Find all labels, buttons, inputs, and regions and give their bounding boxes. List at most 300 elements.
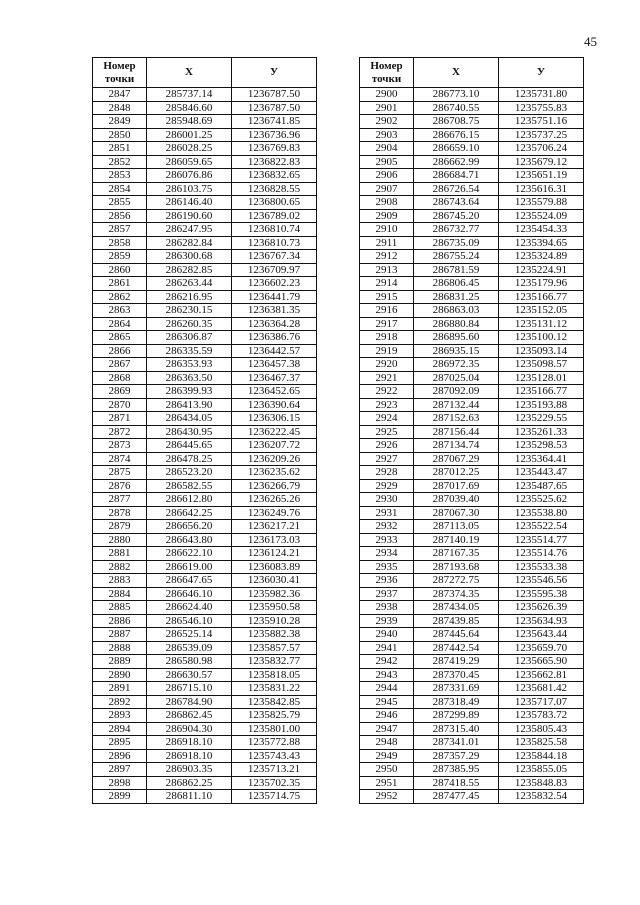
- cell-x: 286478.25: [147, 452, 232, 466]
- cell-y: 1236364.28: [232, 317, 317, 331]
- table-row: [360, 479, 584, 493]
- cell-y: 1235522.54: [499, 520, 584, 534]
- table-row: [360, 209, 584, 223]
- table-row: [360, 439, 584, 453]
- header-x: X: [147, 58, 232, 88]
- cell-x: 286831.25: [414, 290, 499, 304]
- table-row: [93, 101, 317, 115]
- cell-y: 1236467.37: [232, 371, 317, 385]
- cell-point-number: 2879: [93, 520, 147, 534]
- cell-x: 287167.35: [414, 547, 499, 561]
- cell-point-number: 2947: [360, 722, 414, 736]
- cell-x: 286076.86: [147, 169, 232, 183]
- cell-x: 285737.14: [147, 88, 232, 102]
- cell-y: 1235665.90: [499, 655, 584, 669]
- table-header-row: [360, 58, 584, 88]
- cell-x: 286413.90: [147, 398, 232, 412]
- cell-x: 286784.90: [147, 695, 232, 709]
- cell-x: 286642.25: [147, 506, 232, 520]
- cell-y: 1235098.57: [499, 358, 584, 372]
- header-x: X: [414, 58, 499, 88]
- table-row: [93, 209, 317, 223]
- table-row: [93, 290, 317, 304]
- cell-x: 286028.25: [147, 142, 232, 156]
- header-y: У: [499, 58, 584, 88]
- cell-x: 287477.45: [414, 790, 499, 804]
- cell-y: 1236249.76: [232, 506, 317, 520]
- cell-x: 287156.44: [414, 425, 499, 439]
- cell-x: 286282.85: [147, 263, 232, 277]
- cell-point-number: 2944: [360, 682, 414, 696]
- cell-x: 286582.55: [147, 479, 232, 493]
- table-row: [360, 587, 584, 601]
- cell-point-number: 2939: [360, 614, 414, 628]
- cell-y: 1235706.24: [499, 142, 584, 156]
- cell-x: 287445.64: [414, 628, 499, 642]
- cell-x: 286230.15: [147, 304, 232, 318]
- cell-x: 287067.30: [414, 506, 499, 520]
- cell-y: 1235751.16: [499, 115, 584, 129]
- cell-point-number: 2927: [360, 452, 414, 466]
- table-row: [93, 169, 317, 183]
- table-row: [93, 587, 317, 601]
- header-point-number-line2: точки: [104, 72, 135, 85]
- table-row: [360, 371, 584, 385]
- cell-y: 1235772.88: [232, 736, 317, 750]
- cell-x: 286781.59: [414, 263, 499, 277]
- table-row: [360, 520, 584, 534]
- cell-x: 287039.40: [414, 493, 499, 507]
- cell-x: 286619.00: [147, 560, 232, 574]
- table-row: [93, 196, 317, 210]
- cell-y: 1235524.09: [499, 209, 584, 223]
- table-row: [360, 304, 584, 318]
- cell-point-number: 2868: [93, 371, 147, 385]
- table-row: [360, 182, 584, 196]
- cell-point-number: 2856: [93, 209, 147, 223]
- table-row: [360, 155, 584, 169]
- cell-y: 1236381.35: [232, 304, 317, 318]
- table-row: [93, 493, 317, 507]
- table-row: [360, 763, 584, 777]
- cell-y: 1235679.12: [499, 155, 584, 169]
- cell-x: 286862.45: [147, 709, 232, 723]
- cell-y: 1236452.65: [232, 385, 317, 399]
- cell-x: 287012.25: [414, 466, 499, 480]
- cell-y: 1236266.79: [232, 479, 317, 493]
- cell-point-number: 2899: [93, 790, 147, 804]
- cell-y: 1235755.83: [499, 101, 584, 115]
- cell-point-number: 2905: [360, 155, 414, 169]
- table-row: [93, 601, 317, 615]
- header-point-number-line2: точки: [371, 72, 402, 85]
- cell-point-number: 2914: [360, 277, 414, 291]
- cell-point-number: 2881: [93, 547, 147, 561]
- cell-x: 286622.10: [147, 547, 232, 561]
- table-row: [93, 628, 317, 642]
- cell-x: 286216.95: [147, 290, 232, 304]
- cell-x: 287331.69: [414, 682, 499, 696]
- cell-x: 286676.15: [414, 128, 499, 142]
- table-row: [360, 290, 584, 304]
- table-row: [360, 547, 584, 561]
- table-row: [93, 668, 317, 682]
- table-row: [360, 614, 584, 628]
- cell-point-number: 2854: [93, 182, 147, 196]
- cell-x: 286773.10: [414, 88, 499, 102]
- table-row: [360, 331, 584, 345]
- cell-x: 286935.15: [414, 344, 499, 358]
- table-row: [93, 317, 317, 331]
- table-row: [93, 520, 317, 534]
- table-row: [93, 371, 317, 385]
- cell-x: 286918.10: [147, 736, 232, 750]
- table-row: [93, 574, 317, 588]
- cell-x: 287374.35: [414, 587, 499, 601]
- header-point-number: [360, 58, 414, 88]
- cell-x: 287434.05: [414, 601, 499, 615]
- cell-point-number: 2891: [93, 682, 147, 696]
- cell-point-number: 2861: [93, 277, 147, 291]
- table-row: [360, 169, 584, 183]
- cell-y: 1236217.21: [232, 520, 317, 534]
- table-row: [360, 115, 584, 129]
- table-row: [93, 304, 317, 318]
- cell-y: 1236442.57: [232, 344, 317, 358]
- cell-x: 287442.54: [414, 641, 499, 655]
- cell-y: 1236602.23: [232, 277, 317, 291]
- table-header-row: [93, 58, 317, 88]
- cell-x: 286612.80: [147, 493, 232, 507]
- cell-point-number: 2950: [360, 763, 414, 777]
- cell-y: 1235166.77: [499, 290, 584, 304]
- cell-y: 1236173.03: [232, 533, 317, 547]
- cell-point-number: 2867: [93, 358, 147, 372]
- cell-point-number: 2892: [93, 695, 147, 709]
- cell-point-number: 2870: [93, 398, 147, 412]
- cell-y: 1235848.83: [499, 776, 584, 790]
- cell-y: 1235626.39: [499, 601, 584, 615]
- cell-x: 285948.69: [147, 115, 232, 129]
- cell-x: 286643.80: [147, 533, 232, 547]
- cell-y: 1235831.22: [232, 682, 317, 696]
- table-row: [360, 560, 584, 574]
- cell-x: 286335.59: [147, 344, 232, 358]
- cell-y: 1235844.18: [499, 749, 584, 763]
- cell-x: 286740.55: [414, 101, 499, 115]
- cell-y: 1236789.02: [232, 209, 317, 223]
- cell-y: 1236209.26: [232, 452, 317, 466]
- cell-x: 287385.95: [414, 763, 499, 777]
- table-row: [93, 479, 317, 493]
- cell-y: 1236124.21: [232, 547, 317, 561]
- cell-y: 1236709.97: [232, 263, 317, 277]
- cell-y: 1236832.65: [232, 169, 317, 183]
- cell-x: 286103.75: [147, 182, 232, 196]
- cell-point-number: 2929: [360, 479, 414, 493]
- table-row: [93, 115, 317, 129]
- cell-point-number: 2884: [93, 587, 147, 601]
- cell-point-number: 2930: [360, 493, 414, 507]
- table-row: [360, 250, 584, 264]
- cell-x: 286656.20: [147, 520, 232, 534]
- cell-point-number: 2915: [360, 290, 414, 304]
- table-row: [93, 385, 317, 399]
- table-row: [360, 236, 584, 250]
- cell-y: 1235643.44: [499, 628, 584, 642]
- table-row: [360, 722, 584, 736]
- cell-point-number: 2952: [360, 790, 414, 804]
- cell-x: 286743.64: [414, 196, 499, 210]
- cell-point-number: 2949: [360, 749, 414, 763]
- table-row: [360, 641, 584, 655]
- cell-y: 1235546.56: [499, 574, 584, 588]
- cell-x: 286903.35: [147, 763, 232, 777]
- table-row: [93, 776, 317, 790]
- cell-x: 286806.45: [414, 277, 499, 291]
- cell-y: 1235910.28: [232, 614, 317, 628]
- cell-y: 1235525.62: [499, 493, 584, 507]
- cell-y: 1235737.25: [499, 128, 584, 142]
- cell-x: 286862.25: [147, 776, 232, 790]
- table-row: [93, 506, 317, 520]
- table-row: [93, 344, 317, 358]
- cell-point-number: 2894: [93, 722, 147, 736]
- table-row: [360, 574, 584, 588]
- cell-y: 1235394.65: [499, 236, 584, 250]
- cell-y: 1236828.55: [232, 182, 317, 196]
- cell-y: 1235100.12: [499, 331, 584, 345]
- cell-x: 286263.44: [147, 277, 232, 291]
- table-row: [93, 763, 317, 777]
- cell-point-number: 2862: [93, 290, 147, 304]
- cell-y: 1236741.85: [232, 115, 317, 129]
- cell-point-number: 2865: [93, 331, 147, 345]
- coordinates-table-left: [92, 57, 317, 804]
- cell-point-number: 2872: [93, 425, 147, 439]
- cell-y: 1235131.12: [499, 317, 584, 331]
- cell-point-number: 2890: [93, 668, 147, 682]
- cell-point-number: 2887: [93, 628, 147, 642]
- cell-x: 286726.54: [414, 182, 499, 196]
- cell-point-number: 2948: [360, 736, 414, 750]
- cell-point-number: 2877: [93, 493, 147, 507]
- cell-y: 1236030.41: [232, 574, 317, 588]
- table-row: [93, 88, 317, 102]
- cell-point-number: 2910: [360, 223, 414, 237]
- cell-point-number: 2858: [93, 236, 147, 250]
- cell-x: 286306.87: [147, 331, 232, 345]
- cell-point-number: 2869: [93, 385, 147, 399]
- cell-point-number: 2919: [360, 344, 414, 358]
- table-row: [360, 736, 584, 750]
- table-row: [93, 641, 317, 655]
- cell-y: 1236800.65: [232, 196, 317, 210]
- cell-y: 1236235.62: [232, 466, 317, 480]
- cell-y: 1235595.38: [499, 587, 584, 601]
- cell-y: 1236457.38: [232, 358, 317, 372]
- cell-y: 1236441.79: [232, 290, 317, 304]
- cell-point-number: 2873: [93, 439, 147, 453]
- table-row: [93, 709, 317, 723]
- table-row: [360, 101, 584, 115]
- cell-y: 1236222.45: [232, 425, 317, 439]
- table-row: [360, 601, 584, 615]
- cell-x: 287357.29: [414, 749, 499, 763]
- cell-point-number: 2885: [93, 601, 147, 615]
- table-row: [360, 695, 584, 709]
- cell-point-number: 2912: [360, 250, 414, 264]
- cell-y: 1235487.65: [499, 479, 584, 493]
- cell-point-number: 2923: [360, 398, 414, 412]
- cell-y: 1236736.96: [232, 128, 317, 142]
- cell-y: 1236810.74: [232, 223, 317, 237]
- table-row: [93, 412, 317, 426]
- cell-x: 286247.95: [147, 223, 232, 237]
- cell-y: 1235229.55: [499, 412, 584, 426]
- cell-point-number: 2850: [93, 128, 147, 142]
- cell-x: 286708.75: [414, 115, 499, 129]
- cell-y: 1235743.43: [232, 749, 317, 763]
- cell-point-number: 2849: [93, 115, 147, 129]
- cell-y: 1236306.15: [232, 412, 317, 426]
- cell-point-number: 2853: [93, 169, 147, 183]
- cell-x: 286539.09: [147, 641, 232, 655]
- cell-y: 1236265.26: [232, 493, 317, 507]
- cell-point-number: 2888: [93, 641, 147, 655]
- cell-point-number: 2863: [93, 304, 147, 318]
- cell-point-number: 2920: [360, 358, 414, 372]
- cell-x: 287025.04: [414, 371, 499, 385]
- cell-y: 1235842.85: [232, 695, 317, 709]
- header-point-number-line1: Номер: [370, 59, 403, 72]
- cell-y: 1235166.77: [499, 385, 584, 399]
- cell-point-number: 2851: [93, 142, 147, 156]
- cell-x: 286880.84: [414, 317, 499, 331]
- cell-x: 286646.10: [147, 587, 232, 601]
- table-row: [360, 277, 584, 291]
- cell-point-number: 2917: [360, 317, 414, 331]
- table-row: [93, 223, 317, 237]
- cell-x: 286755.24: [414, 250, 499, 264]
- cell-y: 1235713.21: [232, 763, 317, 777]
- cell-y: 1236390.64: [232, 398, 317, 412]
- cell-point-number: 2900: [360, 88, 414, 102]
- cell-y: 1235514.76: [499, 547, 584, 561]
- table-row: [93, 790, 317, 804]
- table-row: [93, 695, 317, 709]
- cell-point-number: 2897: [93, 763, 147, 777]
- table-row: [360, 533, 584, 547]
- cell-point-number: 2916: [360, 304, 414, 318]
- cell-x: 285846.60: [147, 101, 232, 115]
- cell-y: 1235179.96: [499, 277, 584, 291]
- cell-point-number: 2907: [360, 182, 414, 196]
- cell-point-number: 2906: [360, 169, 414, 183]
- cell-point-number: 2876: [93, 479, 147, 493]
- cell-y: 1236769.83: [232, 142, 317, 156]
- cell-x: 286715.10: [147, 682, 232, 696]
- table-row: [93, 236, 317, 250]
- table-row: [360, 142, 584, 156]
- cell-point-number: 2941: [360, 641, 414, 655]
- cell-x: 286972.35: [414, 358, 499, 372]
- table-row: [360, 196, 584, 210]
- cell-x: 287418.55: [414, 776, 499, 790]
- cell-x: 286863.03: [414, 304, 499, 318]
- cell-x: 287272.75: [414, 574, 499, 588]
- table-row: [93, 547, 317, 561]
- cell-point-number: 2901: [360, 101, 414, 115]
- cell-y: 1235659.70: [499, 641, 584, 655]
- cell-x: 287299.89: [414, 709, 499, 723]
- cell-x: 286546.10: [147, 614, 232, 628]
- cell-point-number: 2895: [93, 736, 147, 750]
- cell-point-number: 2878: [93, 506, 147, 520]
- cell-x: 287017.69: [414, 479, 499, 493]
- cell-point-number: 2893: [93, 709, 147, 723]
- cell-point-number: 2848: [93, 101, 147, 115]
- cell-point-number: 2852: [93, 155, 147, 169]
- cell-y: 1236207.72: [232, 439, 317, 453]
- cell-x: 286630.57: [147, 668, 232, 682]
- cell-x: 286647.65: [147, 574, 232, 588]
- table-row: [93, 749, 317, 763]
- table-row: [93, 614, 317, 628]
- cell-point-number: 2871: [93, 412, 147, 426]
- cell-x: 286624.40: [147, 601, 232, 615]
- cell-x: 287132.44: [414, 398, 499, 412]
- cell-point-number: 2859: [93, 250, 147, 264]
- cell-x: 286001.25: [147, 128, 232, 142]
- cell-y: 1236767.34: [232, 250, 317, 264]
- cell-y: 1235681.42: [499, 682, 584, 696]
- cell-point-number: 2935: [360, 560, 414, 574]
- cell-y: 1235832.54: [499, 790, 584, 804]
- cell-x: 286580.98: [147, 655, 232, 669]
- cell-point-number: 2896: [93, 749, 147, 763]
- cell-x: 287152.63: [414, 412, 499, 426]
- cell-point-number: 2904: [360, 142, 414, 156]
- cell-x: 286732.77: [414, 223, 499, 237]
- table-row: [93, 398, 317, 412]
- cell-x: 286523.20: [147, 466, 232, 480]
- cell-y: 1235717.07: [499, 695, 584, 709]
- cell-x: 286904.30: [147, 722, 232, 736]
- cell-x: 286282.84: [147, 236, 232, 250]
- cell-point-number: 2918: [360, 331, 414, 345]
- cell-point-number: 2864: [93, 317, 147, 331]
- cell-y: 1235128.01: [499, 371, 584, 385]
- table-row: [93, 263, 317, 277]
- cell-y: 1236810.73: [232, 236, 317, 250]
- cell-point-number: 2866: [93, 344, 147, 358]
- cell-y: 1235364.41: [499, 452, 584, 466]
- cell-x: 286684.71: [414, 169, 499, 183]
- cell-y: 1235093.14: [499, 344, 584, 358]
- cell-y: 1235454.33: [499, 223, 584, 237]
- cell-y: 1235538.80: [499, 506, 584, 520]
- cell-x: 287067.29: [414, 452, 499, 466]
- cell-y: 1236083.89: [232, 560, 317, 574]
- cell-x: 286811.10: [147, 790, 232, 804]
- table-row: [93, 142, 317, 156]
- cell-point-number: 2886: [93, 614, 147, 628]
- cell-y: 1236386.76: [232, 331, 317, 345]
- table-row: [360, 128, 584, 142]
- cell-point-number: 2847: [93, 88, 147, 102]
- cell-point-number: 2913: [360, 263, 414, 277]
